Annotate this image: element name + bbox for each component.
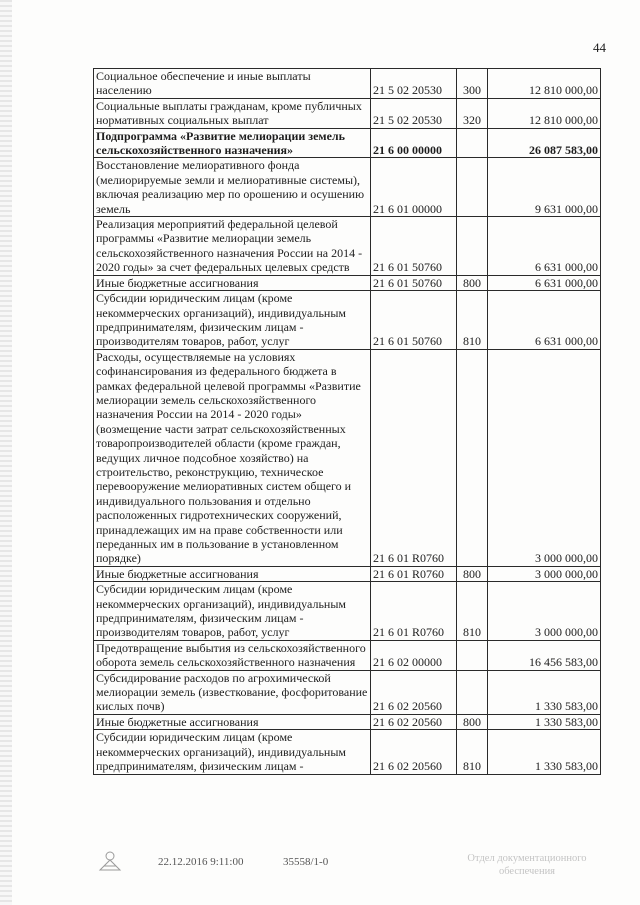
row-code: 21 6 01 R0760 — [371, 566, 457, 581]
row-code: 21 5 02 20530 — [371, 69, 457, 99]
row-kvr: 810 — [457, 291, 488, 350]
row-description: Предотвращение выбытия из сельскохозяйственного оборота земель сельскохозяйственного назначения — [94, 640, 371, 670]
ghost-stamp-line: обеспечения — [498, 866, 556, 877]
row-description: Социальные выплаты гражданам, кроме публичных нормативных социальных выплат — [94, 98, 371, 128]
row-description: Восстановление мелиоративного фонда (мелиорируемые земли и мелиоративные системы), включая реализацию мер по орошению и осушению земель — [94, 158, 371, 217]
row-amount: 6 631 000,00 — [488, 291, 601, 350]
row-description: Субсидии юридическим лицам (кроме некоммерческих организаций), индивидуальным предпринимателям, физическим лицам - производителям товаров, работ, услуг — [94, 582, 371, 641]
table-row — [94, 640, 601, 670]
row-amount: 1 330 583,00 — [488, 714, 601, 729]
table-row — [94, 714, 601, 729]
row-kvr — [457, 158, 488, 217]
row-description: Субсидирование расходов по агрохимической мелиорации земель (известкование, фосфоритование кислых почв) — [94, 670, 371, 714]
row-code: 21 6 02 20560 — [371, 730, 457, 774]
table-row — [94, 349, 601, 566]
budget-table — [93, 68, 601, 775]
row-kvr: 300 — [457, 69, 488, 99]
table-row — [94, 128, 601, 158]
row-amount: 1 330 583,00 — [488, 670, 601, 714]
table-row — [94, 730, 601, 774]
row-description: Подпрограмма «Развитие мелиорации земель сельскохозяйственного назначения» — [94, 128, 371, 158]
row-amount: 16 456 583,00 — [488, 640, 601, 670]
row-amount: 12 810 000,00 — [488, 98, 601, 128]
table-row — [94, 158, 601, 217]
row-kvr: 800 — [457, 566, 488, 581]
row-code: 21 6 01 R0760 — [371, 582, 457, 641]
row-description: Субсидии юридическим лицам (кроме некоммерческих организаций), индивидуальным предпринимателям, физическим лицам - производителям товаров, работ, услуг — [94, 291, 371, 350]
footer-timestamp: 22.12.2016 9:11:00 — [158, 856, 244, 868]
row-amount: 12 810 000,00 — [488, 69, 601, 99]
row-kvr — [457, 670, 488, 714]
row-description: Субсидии юридическим лицам (кроме некоммерческих организаций), индивидуальным предпринимателям, физическим лицам - — [94, 730, 371, 774]
table-row — [94, 670, 601, 714]
row-amount: 26 087 583,00 — [488, 128, 601, 158]
row-code: 21 6 01 00000 — [371, 158, 457, 217]
row-description: Иные бюджетные ассигнования — [94, 275, 371, 290]
row-amount: 6 631 000,00 — [488, 217, 601, 276]
table-row — [94, 582, 601, 641]
row-kvr: 810 — [457, 582, 488, 641]
row-code: 21 6 02 00000 — [371, 640, 457, 670]
row-kvr — [457, 640, 488, 670]
row-amount: 3 000 000,00 — [488, 566, 601, 581]
row-amount: 6 631 000,00 — [488, 275, 601, 290]
row-code: 21 6 01 50760 — [371, 275, 457, 290]
budget-table-body — [94, 69, 601, 775]
ghost-stamp-text — [452, 852, 602, 878]
table-row — [94, 98, 601, 128]
table-row — [94, 217, 601, 276]
row-kvr — [457, 217, 488, 276]
table-row — [94, 69, 601, 99]
row-description: Иные бюджетные ассигнования — [94, 566, 371, 581]
row-kvr: 320 — [457, 98, 488, 128]
row-description: Расходы, осуществляемые на условиях софинансирования из федерального бюджета в рамках федеральной целевой программы «Развитие мелиорации земель сельскохозяйственного назначения России на 2014 - 2020 годы» (возмещение части затрат сельскохозяйственных товаропроизводителей области (кроме граждан, ведущих личное подсобное хозяйство) на строительство, реконструкцию, техническое перевооружение мелиоративных систем общего и индивидуального пользования и отдельно расположенных гидротехнических сооружений, принадлежащих им на праве собственности или переданных им в пользование в установленном порядке) — [94, 349, 371, 566]
row-description: Иные бюджетные ассигнования — [94, 714, 371, 729]
row-description: Реализация мероприятий федеральной целевой программы «Развитие мелиорации земель сельскохозяйственного назначения России на 2014 - 2020 годы» за счет федеральных целевых средств — [94, 217, 371, 276]
row-kvr: 810 — [457, 730, 488, 774]
footer-doc-id: 35558/1-0 — [283, 856, 329, 868]
row-code: 21 6 02 20560 — [371, 714, 457, 729]
row-code: 21 6 01 R0760 — [371, 349, 457, 566]
row-kvr — [457, 128, 488, 158]
row-amount: 3 000 000,00 — [488, 582, 601, 641]
row-code: 21 5 02 20530 — [371, 98, 457, 128]
row-amount: 9 631 000,00 — [488, 158, 601, 217]
row-kvr — [457, 349, 488, 566]
ghost-stamp-line: Отдел документационного — [467, 853, 587, 864]
scan-binding-edge — [0, 0, 12, 905]
row-kvr: 800 — [457, 714, 488, 729]
row-amount: 3 000 000,00 — [488, 349, 601, 566]
row-description: Социальное обеспечение и иные выплаты населению — [94, 69, 371, 99]
page-number: 44 — [593, 40, 606, 55]
signature-stamp-icon — [96, 848, 124, 872]
row-amount: 1 330 583,00 — [488, 730, 601, 774]
table-row — [94, 566, 601, 581]
row-code: 21 6 02 20560 — [371, 670, 457, 714]
row-kvr: 800 — [457, 275, 488, 290]
table-row — [94, 275, 601, 290]
row-code: 21 6 00 00000 — [371, 128, 457, 158]
row-code: 21 6 01 50760 — [371, 291, 457, 350]
table-row — [94, 291, 601, 350]
row-code: 21 6 01 50760 — [371, 217, 457, 276]
